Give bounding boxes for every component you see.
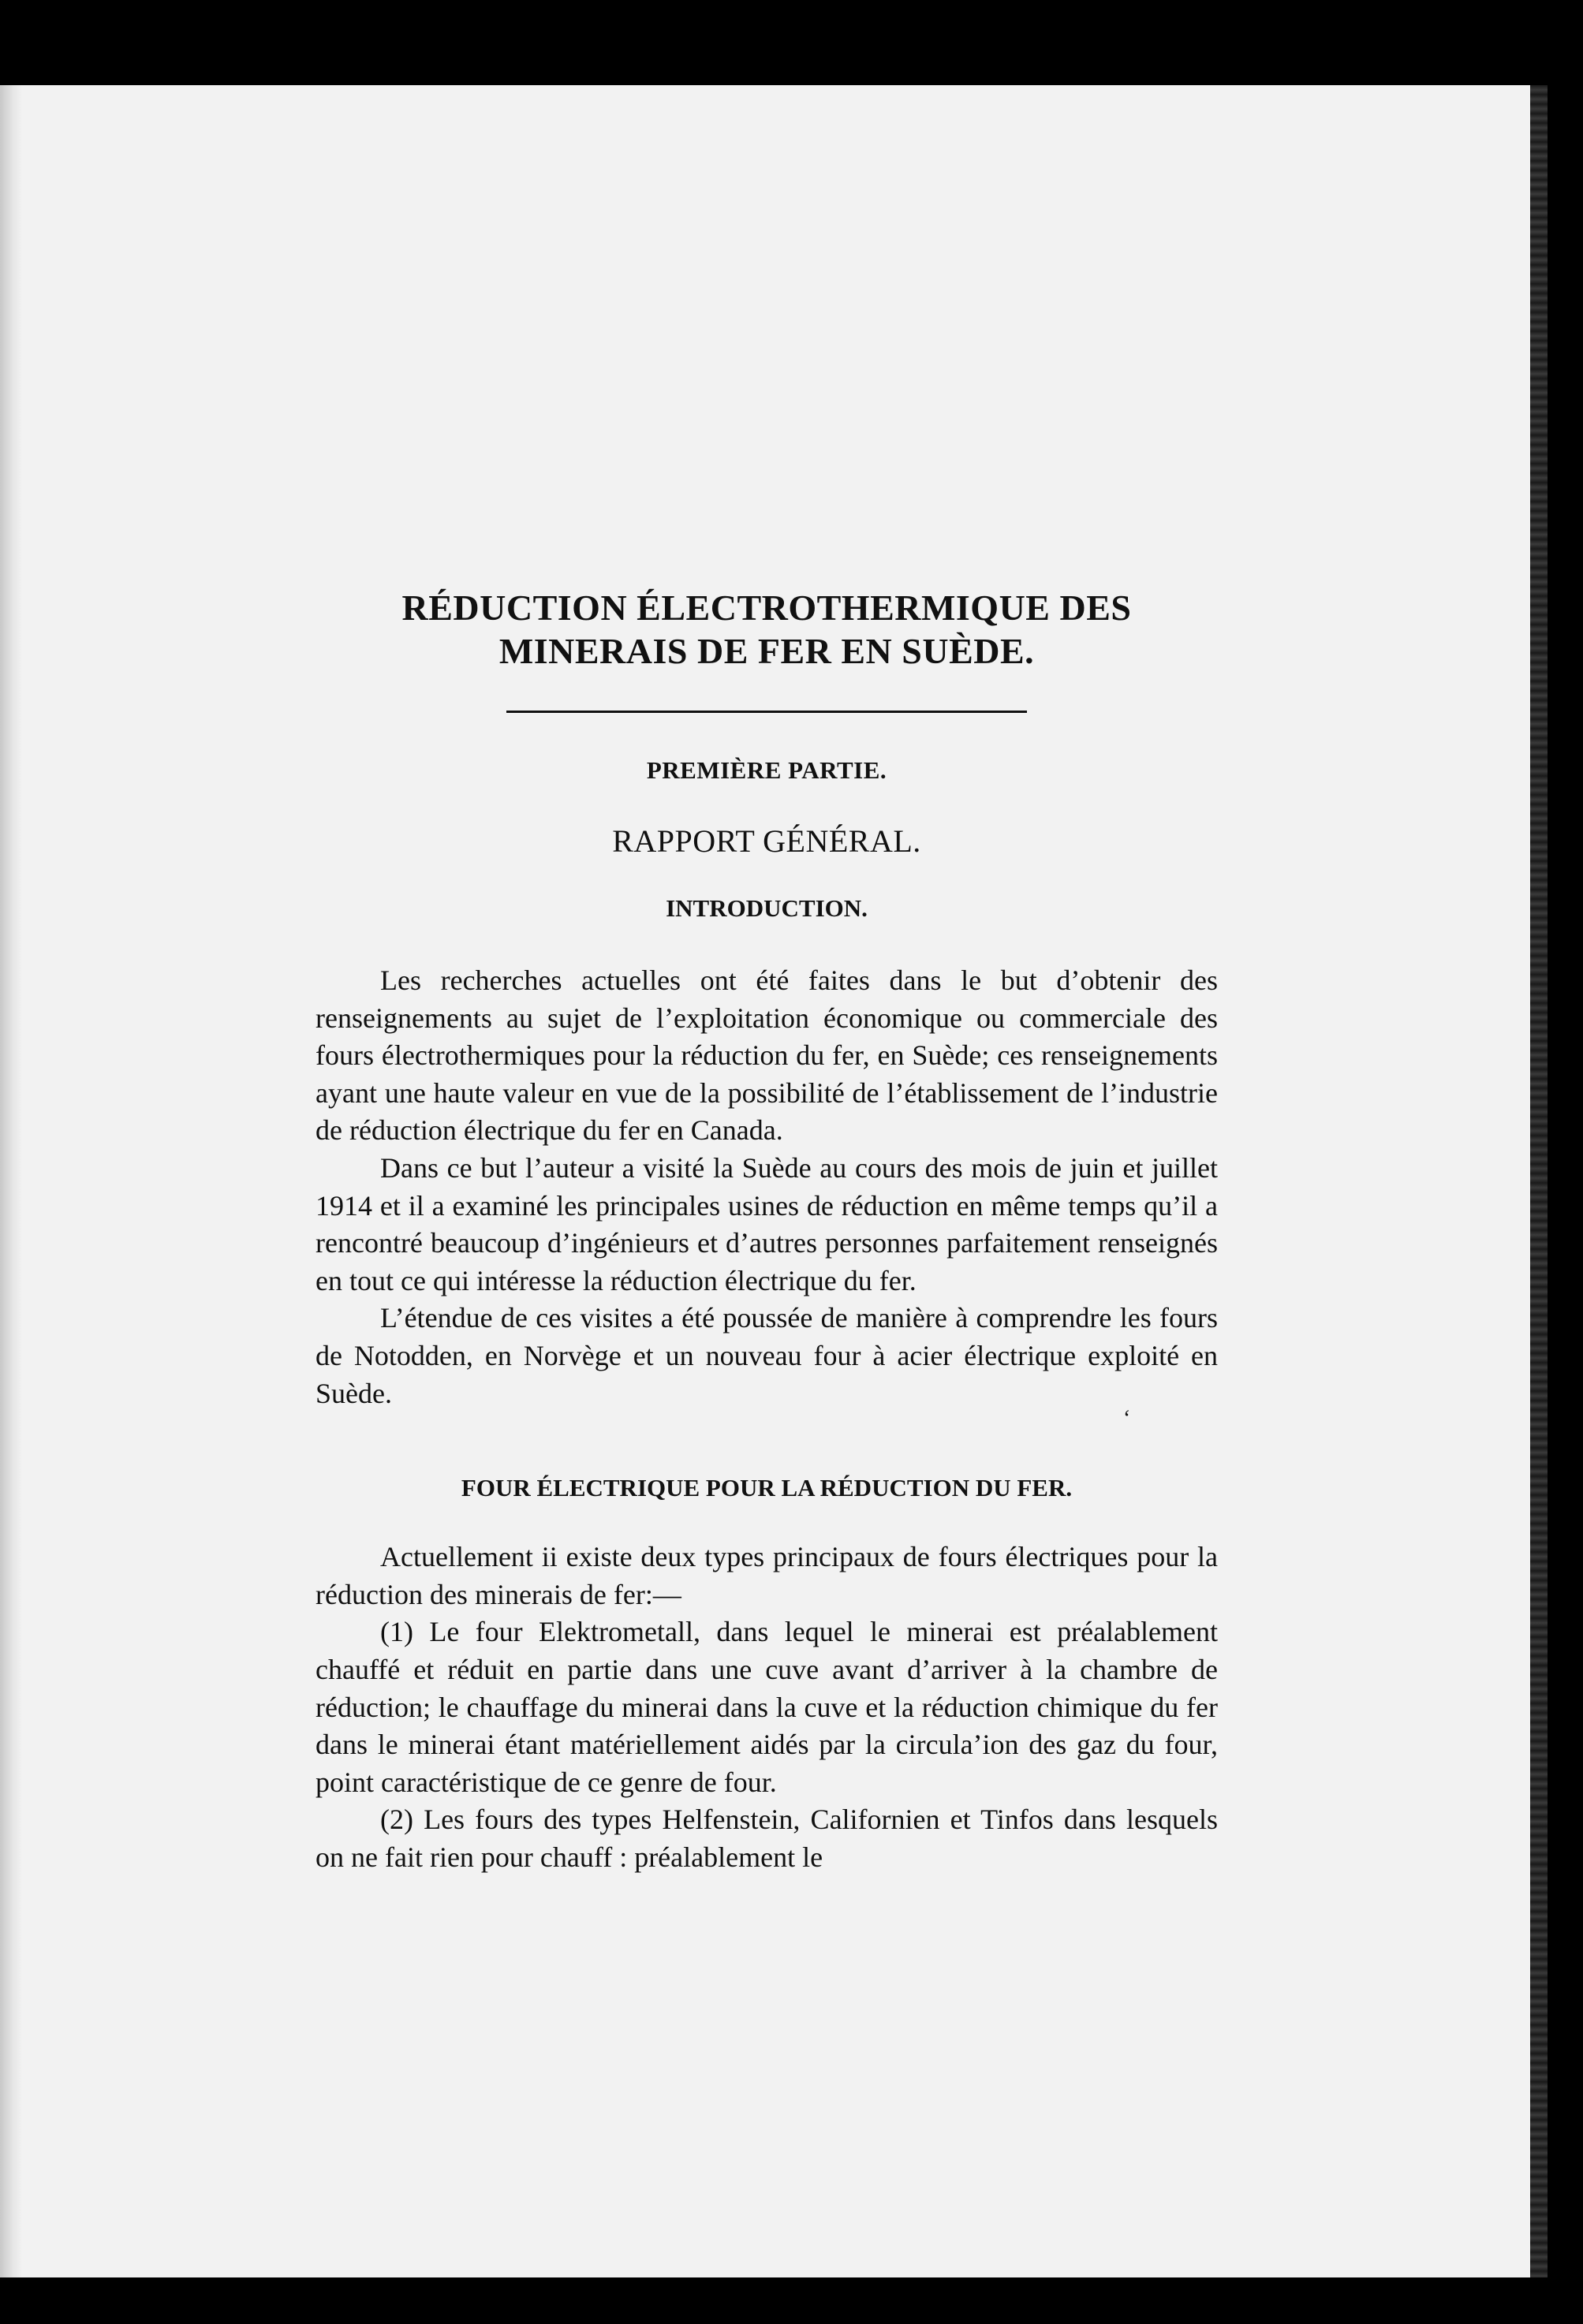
- four-paragraph-2: (1) Le four Elektrometall, dans lequel le minerai est préalablement chauffé et réduit en partie dans une cuve avant d’arriver à la chambre de réduction; le chauffage du minerai dans la cuve et la réduction chimique du fer dans le minerai étant matériellement aidés par la circula’ion des gaz du four, point caractéristique de ce genre de four.: [315, 1616, 1218, 1798]
- four-paragraph-3: (2) Les fours des types Helfenstein, Californien et Tinfos dans lesquels on ne fait rien pour chauff : préalablement le: [315, 1804, 1218, 1873]
- page-edge: [1530, 85, 1548, 2277]
- scanned-page: [0, 85, 1548, 2277]
- page-body: [315, 495, 1218, 1876]
- title-rule: [506, 711, 1027, 713]
- intro-paragraph-3: L’étendue de ces visites a été poussée de manière à comprendre les fours de Notodden, en Norvège et un nouveau four à acier électrique exploité en Suède.: [315, 1302, 1218, 1409]
- intro-paragraph-1: Les recherches actuelles ont été faites dans le but d’obtenir des renseignements au sujet de l’exploitation économique ou commerciale des fours électrothermiques pour la réduction du fer, en Suède; ces renseignements ayant une haute valeur en vue de la possibilité de l’établissement de l’industrie de réduction électrique du fer en Canada.: [315, 964, 1218, 1147]
- four-paragraph-1: Actuellement ii existe deux types principaux de fours électriques pour la réduction des minerais de fer:—: [315, 1541, 1218, 1610]
- intro-paragraph-2: Dans ce but l’auteur a visité la Suède au cours des mois de juin et juillet 1914 et il a examiné les principales usines de réduction en même temps qu’il a rencontré beaucoup d’ingénieurs et d’autres personnes parfaitement renseignés en tout ce qui intéresse la réduction électrique du fer.: [315, 1151, 1218, 1296]
- title-line-2: MINERAIS DE FER EN SUÈDE.: [498, 631, 1035, 671]
- section-heading-introduction: INTRODUCTION.: [666, 894, 868, 922]
- stray-ink-mark: ‘: [1123, 1406, 1131, 1431]
- part-heading: PREMIÈRE PARTIE.: [646, 756, 887, 784]
- document-title: [315, 586, 1218, 673]
- report-subtitle: RAPPORT GÉNÉRAL.: [612, 823, 921, 859]
- page-gutter: [0, 85, 22, 2277]
- title-line-1: RÉDUCTION ÉLECTROTHERMIQUE DES: [401, 588, 1132, 628]
- section-heading-four: FOUR ÉLECTRIQUE POUR LA RÉDUCTION DU FER.: [461, 1474, 1073, 1502]
